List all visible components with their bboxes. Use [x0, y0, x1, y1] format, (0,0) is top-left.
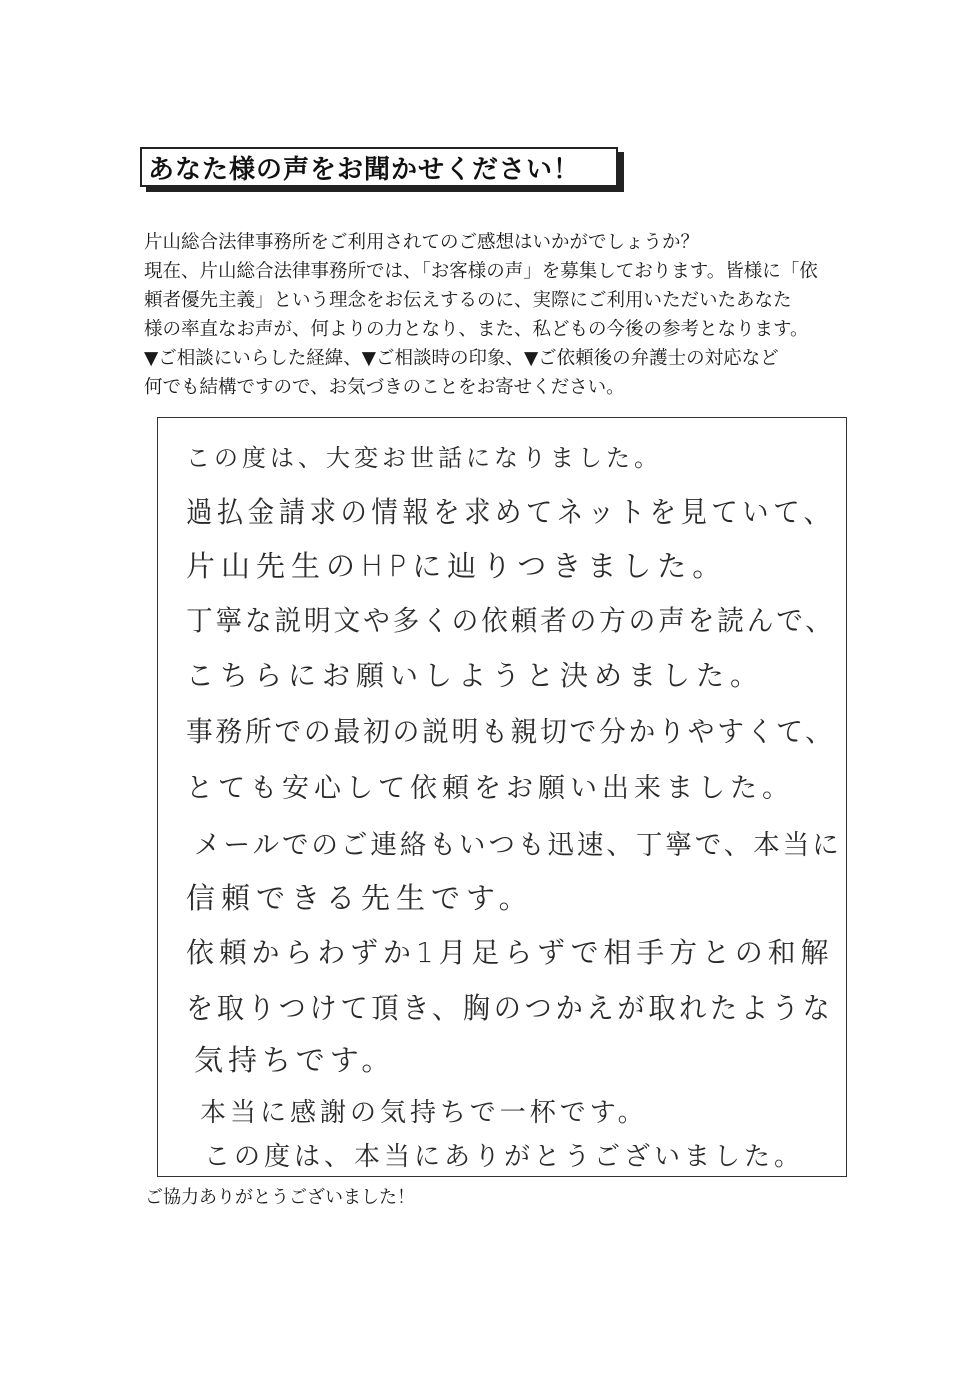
letter-line: 依頼からわずか1月足らずで相手方との和解: [186, 936, 834, 969]
footer-thanks: ご協力ありがとうございました！: [145, 1187, 415, 1208]
letter-line: とても安心して依頼をお願い出来ました。: [186, 773, 794, 804]
intro-line: 現在、片山総合法律事務所では、「お客様の声」を募集しております。皆様に「依: [144, 261, 818, 282]
handwritten-letter-box: [157, 417, 847, 1177]
page-title-box: [140, 147, 618, 187]
letter-line: この度は、大変お世話になりました。: [186, 444, 662, 472]
letter-line: を取りつけて頂き、胸のつかえが取れたような: [186, 991, 834, 1025]
intro-line: 様の率直なお声が、何よりの力となり、また、私どもの今後の参考となります。: [144, 319, 809, 340]
letter-line: こちらにお願いしようと決めました。: [186, 659, 765, 692]
letter-line: 丁寧な説明文や多くの依頼者の方の声を読んで、: [186, 604, 835, 637]
intro-line: 頼者優先主義」という理念をお伝えするのに、実際にご利用いただいたあなた: [144, 290, 792, 311]
intro-line: 何でも結構ですので、お気づきのことをお寄せください。: [144, 377, 625, 398]
letter-line: 片山先生のHPに辿りつきました。: [186, 549, 728, 583]
letter-line: 気持ちです。: [194, 1043, 396, 1077]
intro-line: ▼ご相談にいらした経緯、▼ご相談時の印象、▼ご依頼後の弁護士の対応など: [144, 348, 779, 369]
intro-line: 片山総合法律事務所をご利用されてのご感想はいかがでしょうか？: [144, 232, 700, 253]
letter-line: 事務所での最初の説明も親切で分かりやすくて、: [186, 715, 835, 748]
page-title: あなた様の声をお聞かせください！: [148, 154, 581, 185]
letter-line: 本当に感謝の気持ちで一杯です。: [200, 1098, 648, 1128]
letter-line: メールでのご連絡もいつも迅速、丁寧で、本当に: [194, 830, 842, 861]
letter-line: 信頼できる先生です。: [186, 881, 534, 915]
letter-line: 過払金請求の情報を求めてネットを見ていて、: [186, 495, 835, 529]
intro-text: [144, 228, 864, 402]
letter-line: この度は、本当にありがとうございました。: [204, 1142, 805, 1172]
